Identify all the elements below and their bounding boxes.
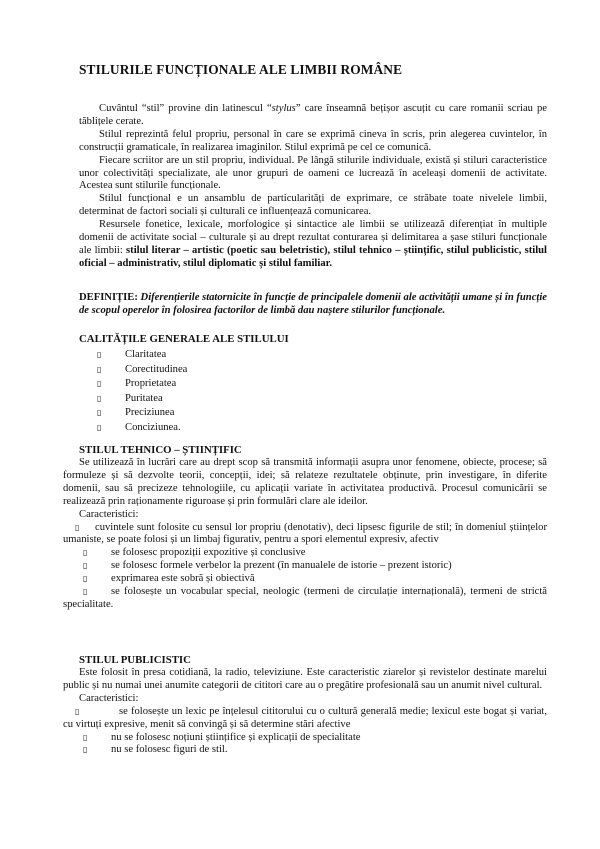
characteristic-text: se folosește un lexic pe înțelesul cititorului cu o cultură generală medie; lexicul este bogat și variat, cu virtuți expresive, menit să convingă și să determine stări afective <box>63 705 547 730</box>
publicistic-section <box>63 654 547 757</box>
tehnic-characteristics-label: Caracteristici: <box>79 508 139 520</box>
tehnic-heading: STILUL TEHNICO – ȘTIINȚIFIC <box>79 444 242 456</box>
publicistic-characteristics-label: Caracteristici: <box>79 692 139 704</box>
list-item <box>79 407 547 422</box>
list-item <box>79 364 547 379</box>
definition-paragraph <box>79 292 547 318</box>
intro-text: Cuvântul “stil” provine din latinescul “ <box>99 103 272 114</box>
intro-text: ” care înseamnă bețișor ascuțit cu care romanii scriau pe tăblițele cerate. <box>79 103 547 127</box>
bullet-icon: ▯ <box>75 522 80 532</box>
qualities-heading: CALITĂȚILE GENERALE ALE STILULUI <box>79 333 289 345</box>
intro-section <box>79 103 547 271</box>
publicistic-characteristic <box>63 732 547 745</box>
page-title: STILURILE FUNCȚIONALE ALE LIMBII ROMÂNE <box>79 62 403 77</box>
list-item <box>79 349 547 364</box>
intro-paragraph-5 <box>79 219 547 271</box>
list-item-text: Preciziunea <box>125 407 175 418</box>
list-item-text: Claritatea <box>125 349 167 360</box>
list-item <box>79 393 547 408</box>
bullet-icon: ▯ <box>97 408 102 417</box>
publicistic-heading: STILUL PUBLICISTIC <box>79 654 191 666</box>
tehnic-characteristic <box>63 522 547 548</box>
intro-paragraph-3: Fiecare scriitor are un stil propriu, individual. Pe lângă stilurile individuale, există și stiluri caracteristice unor colectivități specializate, ale unor grupuri de oameni ce lucrează în aceleași domenii de activitate. Acestea sunt stilurile funcționale. <box>79 154 547 192</box>
bullet-icon: ▯ <box>83 745 88 755</box>
tehnic-characteristic <box>63 560 547 573</box>
tehnic-characteristic <box>63 586 547 612</box>
latin-term: stylus <box>271 103 296 114</box>
list-item-text: Corectitudinea <box>125 363 188 375</box>
definition-section <box>79 292 547 318</box>
intro-paragraph-2: Stilul reprezintă felul propriu, personal în care se exprimă cineva în scris, prin alegerea cuvintelor, în construcții gramaticale, în realizarea imaginilor. Stilul exprimă pe cel ce comunică. <box>79 128 547 153</box>
list-item-text: Puritatea <box>125 392 163 404</box>
bullet-icon: ▯ <box>83 732 88 742</box>
characteristic-text: se folosesc formele verbelor la prezent (în manualele de istorie – prezent istoric) <box>111 560 452 572</box>
characteristic-text: nu se folosesc noțiuni științifice și explicații de specialitate <box>111 731 361 743</box>
bullet-icon: ▯ <box>97 379 102 388</box>
list-item <box>79 378 547 393</box>
bullet-icon: ▯ <box>97 350 102 359</box>
intro-text: Resursele fonetice, lexicale, morfologice și sintactice ale limbii se utilizează diferențiat în multiple domenii de activitate social – culturale și au drept rezultat conturarea și delimitarea a șase stiluri funcționale ale limbii: <box>79 219 547 256</box>
definition-text: Diferențierile statornicite în funcție de principalele domenii ale activității umane și în funcție de scopul operelor în folosirea factorilor de limbă dau naștere stilurilor funcționale. <box>79 292 547 316</box>
styles-list-text: stilul literar – artistic (poetic sau beletristic), stilul tehnico – științific, stilul publicistic, stilul oficial – administrativ, stilul diplomatic și stilul familiar. <box>79 244 547 269</box>
publicistic-characteristic <box>63 744 547 757</box>
characteristic-text: se folosește un vocabular special, neologic (termeni de circulație internațională), termeni de strictă specialitate. <box>63 586 547 610</box>
tehnic-characteristic <box>63 547 547 560</box>
bullet-icon: ▯ <box>97 393 102 403</box>
definition-label: DEFINIȚIE: <box>79 292 138 303</box>
tehnic-description: Se utilizează în lucrări care au drept scop să transmită informații asupra unor fenomene, obiecte, procese; să formuleze și să dezvolte teorii, concepții, idei; să relateze rezultatele obținute, prin investigare, în diferite domenii, sau să precizeze tehnologiile, cu aplicații variate în activitatea productivă. Procesul comunicării se realizează prin raționamente riguroase și prin formulări clare ale ideilor. <box>63 457 547 507</box>
publicistic-description: Este folosit în presa cotidiană, la radio, televiziune. Este caracteristic ziarelor și revistelor destinate marelui public și nu numai unei anumite categorii de cititori care au o pregătire profesională sau un anumit nivel cultural. <box>63 667 547 691</box>
bullet-icon: ▯ <box>83 548 88 558</box>
intro-paragraph-1 <box>79 103 547 129</box>
bullet-icon: ▯ <box>97 364 102 374</box>
bullet-icon: ▯ <box>75 706 80 716</box>
publicistic-characteristic <box>63 706 547 732</box>
characteristic-text: nu se folosesc figuri de stil. <box>111 744 228 756</box>
characteristic-text: cuvintele sunt folosite cu sensul lor propriu (denotativ), deci lipsesc figurile de stil; în domeniul științelor umaniste, se poate folosi și un limbaj figurativ, pentru a spori elementul expresiv, afectiv <box>63 521 547 546</box>
tehnic-characteristic <box>63 573 547 586</box>
qualities-section <box>79 333 547 436</box>
bullet-icon: ▯ <box>83 587 88 597</box>
characteristic-text: exprimarea este sobră și obiectivă <box>111 573 255 585</box>
bullet-icon: ▯ <box>97 422 102 432</box>
qualities-list <box>79 349 547 436</box>
characteristic-text: se folosesc propoziții expozitive și conclusive <box>111 547 306 559</box>
list-item-text: Proprietatea <box>125 378 177 389</box>
bullet-icon: ▯ <box>83 561 88 571</box>
tehnic-section <box>63 444 547 612</box>
list-item <box>79 422 547 437</box>
list-item-text: Conciziunea. <box>125 421 181 433</box>
bullet-icon: ▯ <box>83 574 88 584</box>
intro-paragraph-4: Stilul funcțional e un ansamblu de particularități de exprimare, ce străbate toate nivelele limbii, determinat de factori sociali și culturali ce influențează comunicarea. <box>79 193 547 218</box>
